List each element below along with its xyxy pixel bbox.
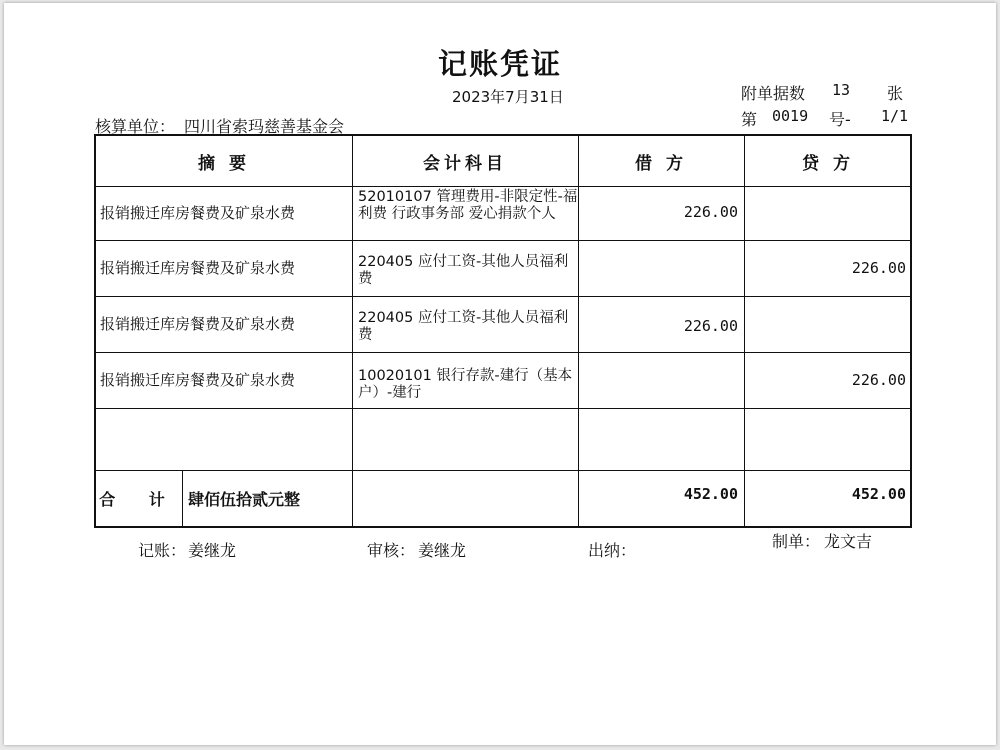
preparer-name: 龙文吉 <box>824 532 873 551</box>
column-divider <box>744 136 745 526</box>
row-3-subject: 220405 应付工资-其他人员福利费 <box>358 310 569 343</box>
voucher-table <box>94 134 912 528</box>
row-4-credit: 226.00 <box>851 371 906 389</box>
attachments-unit: 张 <box>887 84 904 103</box>
header-debit: 借 方 <box>635 153 687 174</box>
attachments-label: 附单据数 <box>741 84 806 103</box>
cashier-label: 出纳： <box>588 541 637 560</box>
row-3-summary: 报销搬迁库房餐费及矿泉水费 <box>100 314 296 333</box>
column-divider <box>352 136 353 526</box>
total-credit: 452.00 <box>851 485 906 503</box>
row-2-credit: 226.00 <box>851 259 906 277</box>
voucher-title: 记账凭证 <box>437 47 562 81</box>
row-2-subject: 220405 应付工资-其他人员福利费 <box>358 254 569 287</box>
header-summary: 摘 要 <box>198 153 250 174</box>
header-credit: 贷 方 <box>802 153 854 174</box>
row-3-debit: 226.00 <box>683 317 738 335</box>
row-5-summary <box>100 408 350 470</box>
attachments-count: 13 <box>832 81 851 99</box>
voucher-number-suffix: 号- <box>829 110 851 129</box>
voucher-number-prefix: 第 <box>741 110 758 129</box>
row-1-summary: 报销搬迁库房餐费及矿泉水费 <box>100 203 296 222</box>
row-4-summary: 报销搬迁库房餐费及矿泉水费 <box>100 370 296 389</box>
voucher-number: 0019 <box>772 107 809 125</box>
bookkeeper-label: 记账： <box>138 541 187 560</box>
bookkeeper-name: 姜继龙 <box>188 541 237 560</box>
voucher-page: 1/1 <box>881 107 909 125</box>
reviewer-label: 审核： <box>367 541 416 560</box>
total-divider <box>182 470 183 526</box>
accounting-unit-label: 核算单位： <box>95 117 176 136</box>
voucher-date: 2023年7月31日 <box>452 88 564 106</box>
reviewer-name: 姜继龙 <box>418 541 467 560</box>
header-subject: 会计科目 <box>423 153 507 174</box>
row-4-subject: 10020101 银行存款-建行（基本户）-建行 <box>358 368 573 401</box>
accounting-unit-name: 四川省索玛慈善基金会 <box>184 117 345 136</box>
preparer-label: 制单： <box>772 532 821 551</box>
row-1-subject: 52010107 管理费用-非限定性-福利费 行政事务部 爱心捐款个人 <box>358 189 578 222</box>
row-1-debit: 226.00 <box>683 203 738 221</box>
row-2-summary: 报销搬迁库房餐费及矿泉水费 <box>100 258 296 277</box>
total-debit: 452.00 <box>683 485 738 503</box>
total-amount-in-words: 肆佰伍拾贰元整 <box>188 489 301 509</box>
total-label: 合 计 <box>99 489 179 509</box>
